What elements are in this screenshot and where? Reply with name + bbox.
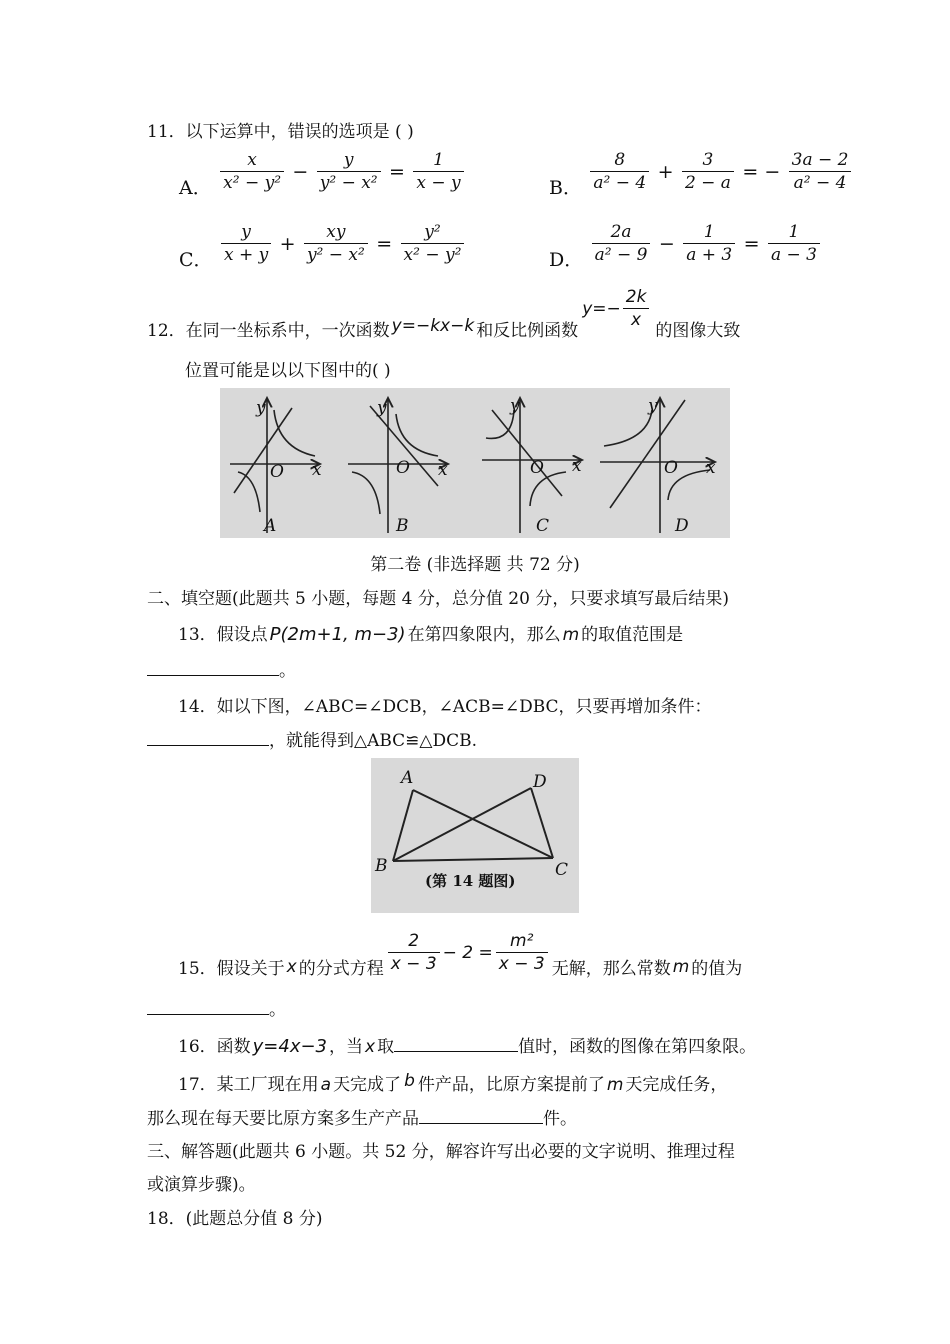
graph-a-y-label: y bbox=[256, 398, 266, 418]
q12-stem-line2: 位置可能是以以下图中的( ) bbox=[185, 361, 391, 381]
q11-option-a[interactable]: A． $\frac{x}{\text{x² − y²}}$ − $\frac{y}{\text{y² − x²}}$ = $\frac{1}{x - y}$ bbox=[178, 150, 466, 200]
graph-d-x-label: x bbox=[706, 458, 716, 478]
q11-option-c[interactable]: C． $\frac{y}{x + y}$ + $\frac{xy}{\text{y² − x²}}$ = $\frac{\text{y²}}{\text{x² − y²}}$ bbox=[178, 222, 466, 272]
point-a-label: A bbox=[401, 768, 414, 788]
graph-b-label: B bbox=[396, 516, 409, 536]
graph-d-y-label: y bbox=[648, 396, 658, 416]
graph-c-y-label: y bbox=[510, 396, 520, 416]
fraction: $\frac{1}{a + 3}$ bbox=[683, 222, 735, 265]
q11-stem: 11．以下运算中，错误的选项是 ( ) bbox=[147, 122, 414, 142]
graph-c-label: C bbox=[536, 516, 550, 536]
point-d-label: D bbox=[533, 772, 547, 792]
fraction: $\frac{\text{y²}}{\text{x² − y²}}$ bbox=[401, 222, 465, 265]
q16-line: 16．函数 y=4x−3 ，当 x 取 值时，函数的图像在第四象限。 bbox=[178, 1036, 757, 1057]
q17-line2: 那么现在每天要比原方案多生产产品 件。 bbox=[147, 1109, 577, 1129]
fraction: $\frac{y}{x + y}$ bbox=[221, 222, 271, 265]
fraction: $\frac{3a - 2}{\text{a² − 4}}$ bbox=[789, 150, 852, 193]
q16-function: y=4x−3 bbox=[252, 1036, 328, 1057]
q13-answer-line[interactable]: 。 bbox=[147, 656, 296, 681]
q14-blank[interactable] bbox=[147, 744, 269, 746]
graph-d-origin: O bbox=[664, 458, 678, 478]
q13-blank[interactable] bbox=[147, 674, 279, 676]
q11-option-d[interactable]: D． $\frac{2a}{\text{a² − 9}}$ − $\frac{1}{a + 3}$ = $\frac{1}{a - 3}$ bbox=[548, 222, 822, 272]
q11-option-b[interactable]: B． $\frac{8}{\text{a² − 4}}$ + $\frac{3}{2 - a}$ = − $\frac{3a - 2}{\text{a² − 4}}$ bbox=[548, 150, 853, 200]
q15-line1: 15．假设关于 x 的分式方程 $\frac{2}{x - 3}$ − 2 = $\frac{\text{m²}}{x - 3}$ 无解，那么常数 m 的值为 bbox=[178, 931, 743, 979]
fraction: $\frac{8}{\text{a² − 4}}$ bbox=[590, 150, 649, 193]
fraction: $\frac{y}{\text{y² − x²}}$ bbox=[317, 150, 381, 193]
graph-c-origin: O bbox=[530, 458, 544, 478]
q14-line1: 14．如以下图，∠ABC=∠DCB，∠ACB=∠DBC，只要再增加条件： bbox=[178, 697, 712, 717]
graph-a-x-label: x bbox=[312, 460, 322, 480]
q12-stem-line1: 12．在同一坐标系中，一次函数 y=−kx−k 和反比例函数 y=− $\frac{2k}{x}$ 的图像大致 bbox=[147, 294, 740, 344]
section3-heading-line2: 或演算步骤)。 bbox=[147, 1175, 256, 1195]
graph-c-x-label: x bbox=[572, 456, 582, 476]
point-b-label: B bbox=[375, 856, 388, 876]
fraction: $\frac{3}{2 - a}$ bbox=[682, 150, 734, 193]
graph-b-origin: O bbox=[396, 458, 410, 478]
graph-b-y-label: y bbox=[377, 398, 387, 418]
q18-heading: 18．(此题总分值 8 分) bbox=[147, 1209, 323, 1229]
graph-a-label: A bbox=[264, 516, 277, 536]
point-p: P(2m+1, m−3) bbox=[269, 624, 406, 645]
fraction: $\frac{xy}{\text{y² − x²}}$ bbox=[304, 222, 368, 265]
fraction: $\frac{2a}{\text{a² − 9}}$ bbox=[592, 222, 651, 265]
q13-line1: 13．假设点 P(2m+1, m−3) 在第四象限内，那么 m 的取值范围是 bbox=[178, 624, 684, 645]
q17-line1: 17．某工厂现在用 a 天完成了 b 件产品，比原方案提前了 m 天完成任务， bbox=[178, 1071, 728, 1095]
q14-line2[interactable]: ，就能得到△ABC≌△DCB. bbox=[147, 726, 477, 751]
linear-function: y=−kx−k bbox=[391, 316, 475, 336]
fraction: $\frac{1}{x - y}$ bbox=[413, 150, 463, 193]
graph-a-origin: O bbox=[270, 462, 284, 482]
q16-blank[interactable] bbox=[394, 1050, 518, 1052]
fraction: $\frac{1}{a - 3}$ bbox=[768, 222, 820, 265]
graph-d bbox=[600, 398, 715, 533]
fraction: $\frac{x}{\text{x² − y²}}$ bbox=[220, 150, 284, 193]
inverse-function: y=− $\frac{2k}{x}$ bbox=[582, 287, 651, 330]
q12-figure-strip bbox=[220, 388, 730, 538]
q15-answer-line[interactable]: 。 bbox=[147, 995, 286, 1020]
q14-figure bbox=[371, 758, 579, 913]
graph-d-label: D bbox=[675, 516, 689, 536]
point-c-label: C bbox=[555, 860, 569, 880]
section2-heading: 二、填空题(此题共 5 小题，每题 4 分，总分值 20 分，只要求填写最后结果) bbox=[147, 589, 729, 609]
q14-figure-caption: (第 14 题图) bbox=[425, 872, 516, 890]
q15-blank[interactable] bbox=[147, 1013, 269, 1015]
graph-b-x-label: x bbox=[438, 460, 448, 480]
q17-blank[interactable] bbox=[419, 1122, 543, 1124]
section2-title: 第二卷 (非选择题 共 72 分) bbox=[370, 555, 580, 575]
q15-equation: $\frac{2}{x - 3}$ − 2 = $\frac{\text{m²}}{x - 3}$ bbox=[386, 931, 550, 974]
section3-heading-line1: 三、解答题(此题共 6 小题。共 52 分，解容许写出必要的文字说明、推理过程 bbox=[147, 1142, 735, 1162]
